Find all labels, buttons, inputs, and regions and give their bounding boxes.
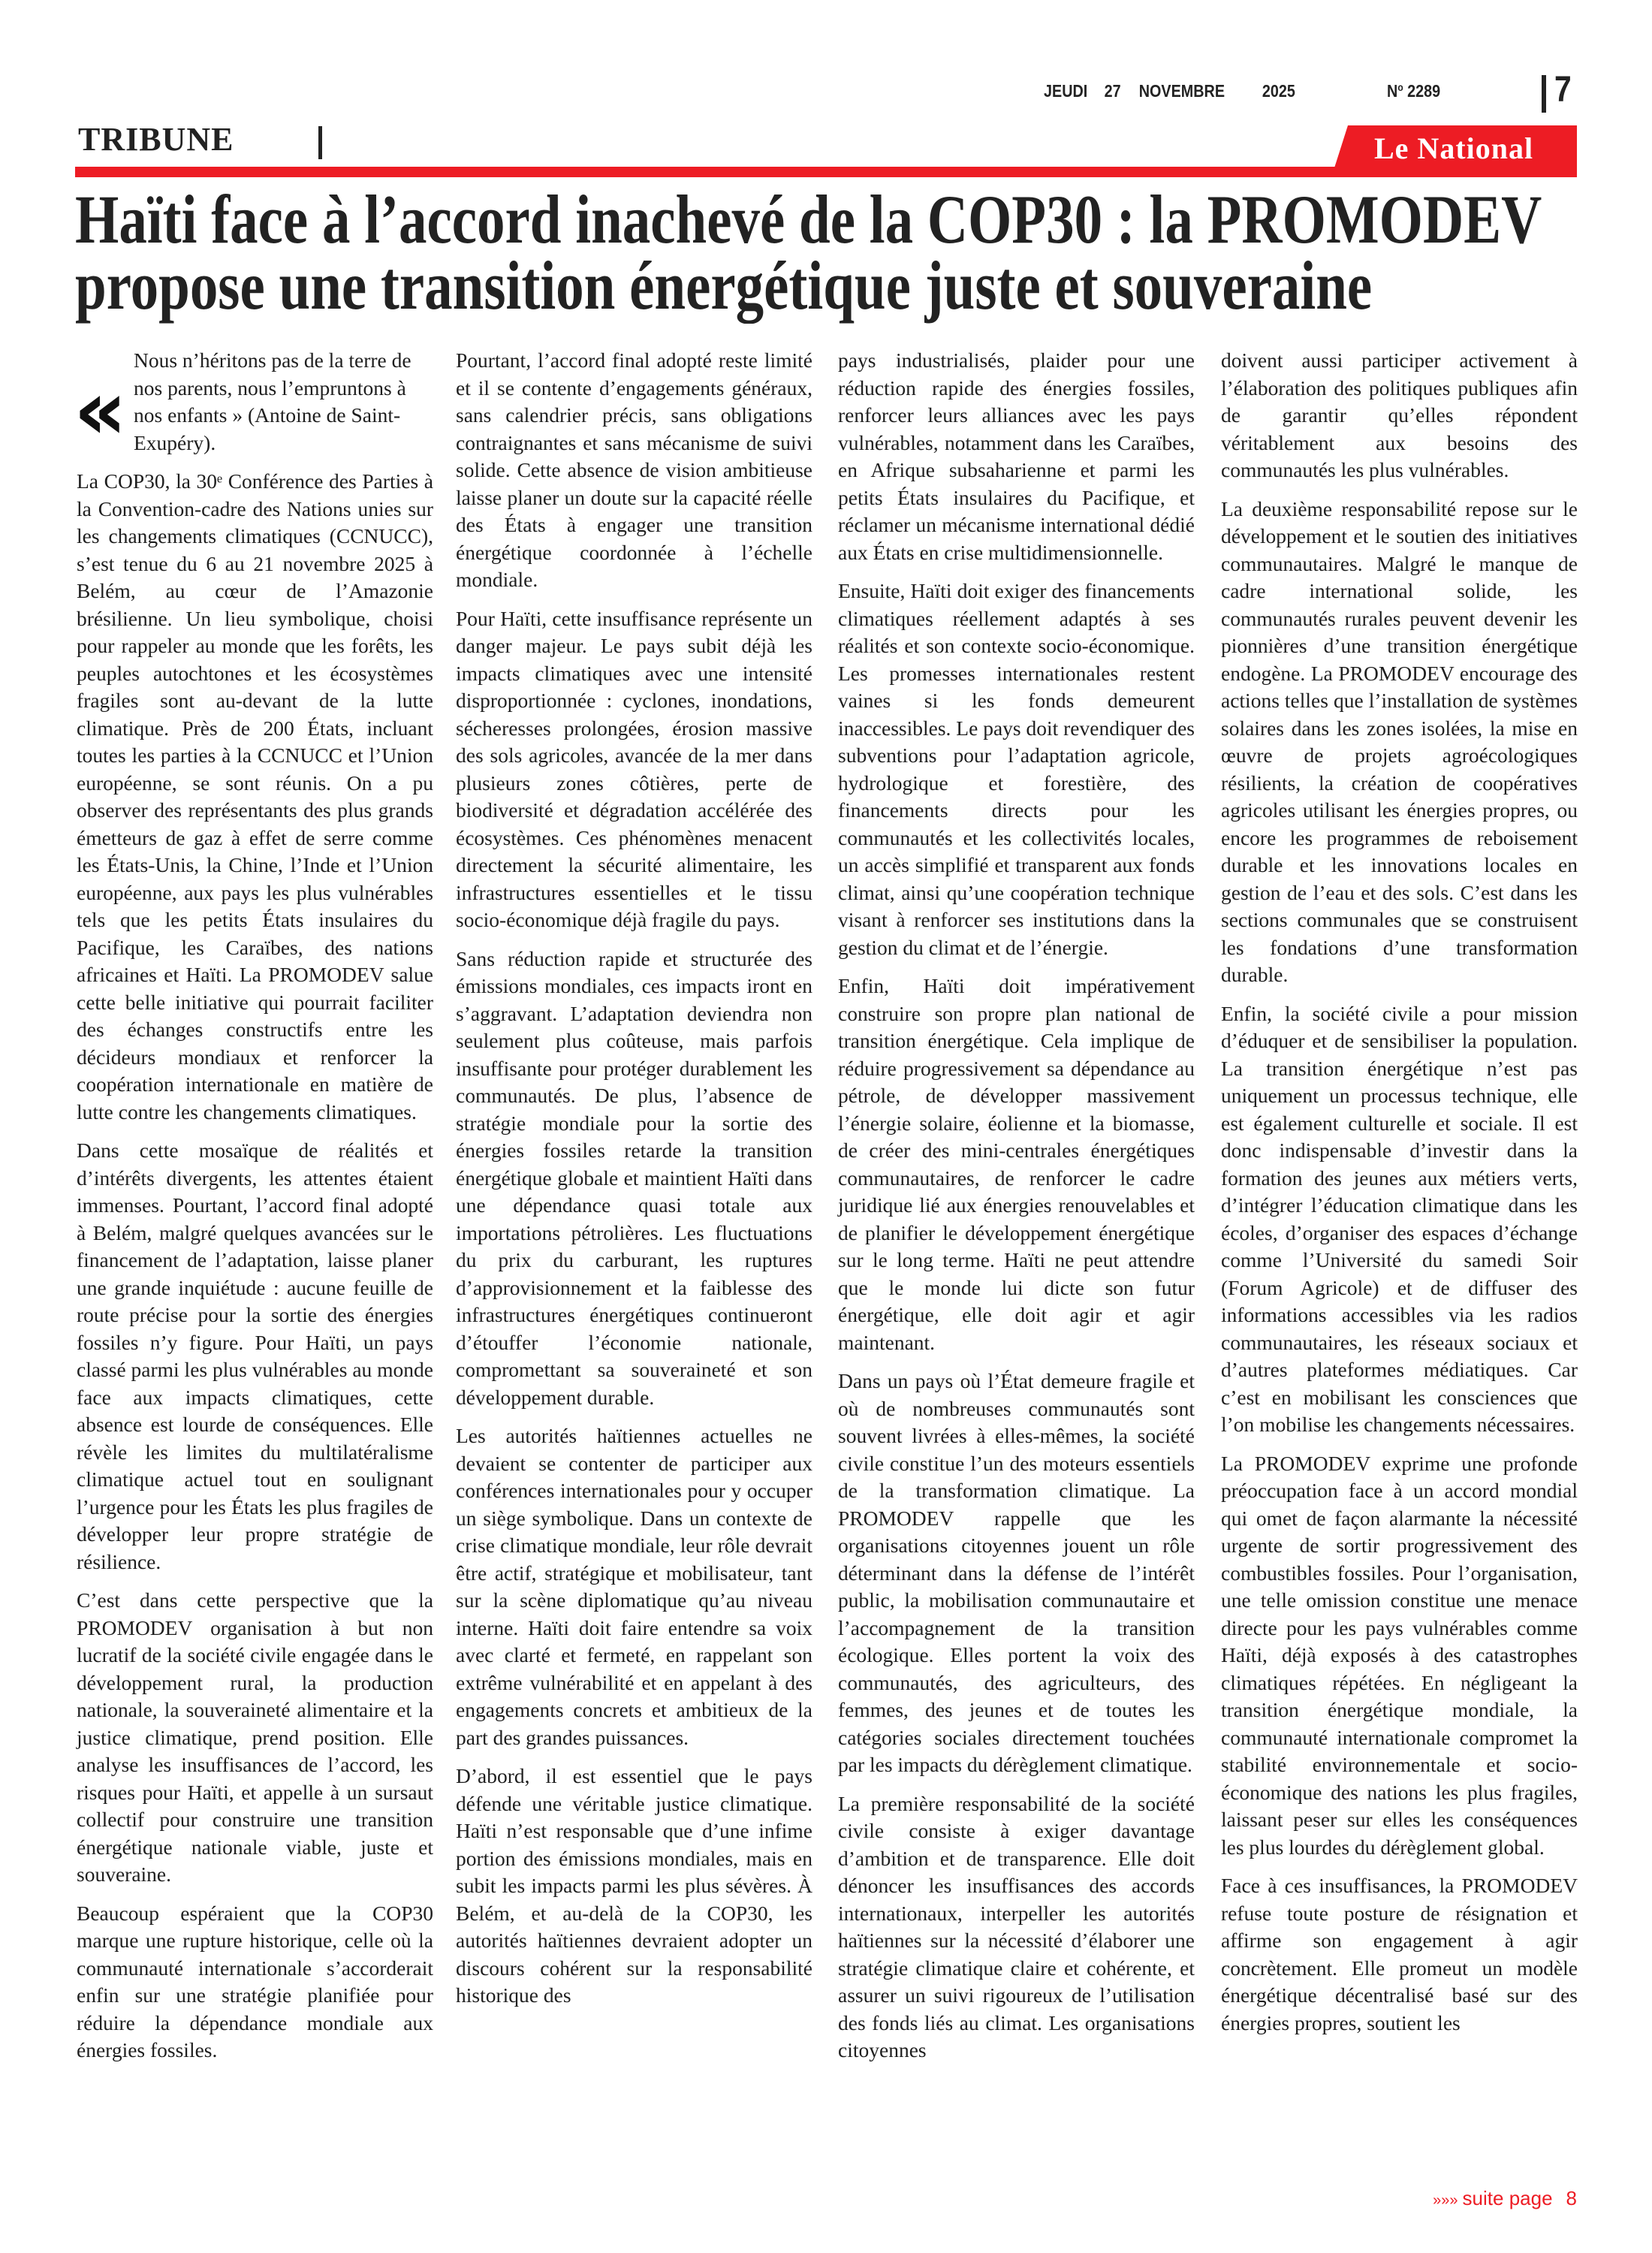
paragraph: Enfin, Haïti doit impérativement construire son propre plan national de transition énergétique. Cela implique de réduire progressivement sa dépendance au pétrole, de développer massivement l’énergie solaire, éolienne et la biomasse, de créer des mini-centrales énergétiques communautaires, de renforcer le cadre juridique lié aux énergies renouvelables et de planifier le développement énergétique sur le long terme. Haïti ne peut attendre que le monde lui dicte son futur énergétique, elle doit agir et agir maintenant. xyxy=(838,974,1195,1354)
section-divider xyxy=(318,126,322,159)
article-column-4 xyxy=(1221,347,1578,2048)
paragraph: Les autorités haïtiennes actuelles ne devaient se contenter de participer aux conférences internationales pour y occuper un siège symbolique. Dans un contexte de crise climatique mondiale, leur rôle devrait être actif, stratégique et mobilisateur, tant sur la scène diplomatique qu’au niveau interne. Haïti doit faire entendre sa voix avec clarté et fermeté, en rappelant son extrême vulnérabilité et en appelant à des engagements concrets et ambitieux de la part des grandes puissances. xyxy=(456,1424,812,1749)
paragraph: Pourtant, l’accord final adopté reste limité et il se contente d’engagements généraux, sans calendrier précis, sans obligations contraignantes et sans mécanisme de suivi solide. Cette absence de vision ambitieuse laisse planer un doute sur la capacité réelle des États à engager une transition énergétique coordonnée à l’échelle mondiale. xyxy=(456,348,812,591)
dateline-day: JEUDI xyxy=(1044,81,1088,101)
continued-on-page-link[interactable] xyxy=(1433,2187,1577,2210)
article-headline xyxy=(75,181,1577,324)
dateline-month: NOVEMBRE xyxy=(1138,81,1225,101)
paragraph: Enfin, la société civile a pour mission d’éduquer et de sensibiliser la population. La transition énergétique n’est pas uniquement un processus technique, elle est également culturelle et sociale. Il est donc indispensable d’investir dans la formation des jeunes aux métiers verts, d’intégrer l’éducation climatique dans les écoles, d’organiser des espaces d’échange comme l’Université du samedi Soir (Forum Agricole) et de diffuser des informations accessibles via les radios communautaires, les réseaux sociaux et d’autres plateformes médiatiques. Car c’est en mobilisant les consciences que l’on mobilise les changements nécessaires. xyxy=(1221,1001,1578,1436)
dateline-date: 27 xyxy=(1104,81,1121,101)
article-column-1 xyxy=(74,347,434,2076)
paragraph: La PROMODEV exprime une profonde préoccupation face à un accord mondial qui omet de façon alarmante la nécessité urgente de sortir progressivement des combustibles fossiles. Pour l’organisation, une telle omission constitue une menace directe pour les pays vulnérables comme Haïti, déjà exposés à des catastrophes climatiques répétées. En négligeant la transition énergétique mondiale, la communauté internationale compromet la stabilité environnementale et socio-économique des nations les plus fragiles, laissant peser sur elles les conséquences les plus lourdes du dérèglement global. xyxy=(1221,1451,1578,1859)
section-label: TRIBUNE xyxy=(78,121,234,158)
paragraph: Dans un pays où l’État demeure fragile et où de nombreuses communautés sont souvent livrées à elles-mêmes, la société civile constitue l’un des moteurs essentiels de la transformation climatique. La PROMODEV rappelle que les organisations citoyennes jouent un rôle déterminant dans la défense de l’intérêt public, la mobilisation communautaire et l’accompagnement de la transition écologique. Elles portent la voix des communautés, des agriculteurs, des femmes, des jeunes et de toutes les catégories sociales directement touchées par les impacts du dérèglement climatique. xyxy=(838,1369,1195,1776)
paragraph: La COP30, la 30ᵉ Conférence des Parties à la Convention-cadre des Nations unies sur les changements climatiques (CCNUCC), s’est tenue du 6 au 21 novembre 2025 à Belém, au cœur de l’Amazonie brésilienne. Un lieu symbolique, choisi pour rappeler au monde que les forêts, les peuples autochtones et les écosystèmes fragiles sont au-devant de la lutte climatique. Près de 200 États, incluant toutes les parties à la CCNUCC et l’Union européenne, se sont réunis. On a pu observer des représentants des plus grands émetteurs de gaz à effet de serre comme les États-Unis, la Chine, l’Inde et l’Union européenne, aux pays les plus vulnérables tels que les petits États insulaires du Pacifique, les Caraïbes, des nations africaines et Haïti. La PROMODEV salue cette belle initiative qui pourrait faciliter des échanges constructifs entre les décideurs mondiaux et renforcer la coopération internationale en matière de lutte contre les changements climatiques. xyxy=(77,469,433,1123)
publication-name: Le National xyxy=(1374,131,1534,165)
header-red-rule xyxy=(75,167,1412,177)
paragraph: doivent aussi participer activement à l’élaboration des politiques publiques afin de garantir qu’elles répondent véritablement aux besoins des communautés les plus vulnérables. xyxy=(1221,348,1578,481)
paragraph: Pour Haïti, cette insuffisance représente un danger majeur. Le pays subit déjà les impacts climatiques avec une intensité disproportionnée : cyclones, inondations, sécheresses prolongées, érosion massive des sols agricoles, avancée de la mer dans plusieurs zones côtières, perte de biodiversité et dégradation accélérée des écosystèmes. Ces phénomènes menacent directement la sécurité alimentaire, les infrastructures essentielles et le tissu socio-économique déjà fragile du pays. xyxy=(456,606,812,931)
paragraph: La première responsabilité de la société civile consiste à exiger davantage d’ambition et de transparence. Elle doit dénoncer les insuffisances des accords internationaux, interpeller les autorités haïtiennes sur la nécessité d’élaborer une stratégie climatique claire et cohérente, et assurer un suivi rigoureux de l’utilisation des fonds liés au climat. Les organisations citoyennes xyxy=(838,1791,1195,2061)
paragraph: Face à ces insuffisances, la PROMODEV refuse toute posture de résignation et affirme son engagement à agir concrètement. Elle promeut un modèle énergétique décentralisé basé sur des énergies propres, soutient les xyxy=(1221,1874,1578,2034)
paragraph: D’abord, il est essentiel que le pays défende une véritable justice climatique. Haïti n’est responsable que d’une infime portion des émissions mondiales, mais en subit les impacts parmi les plus sévères. À Belém, et au-delà de la COP30, les autorités haïtiennes devraient adopter un discours cohérent sur la responsabilité historique des xyxy=(456,1764,812,2007)
paragraph: C’est dans cette perspective que la PROMODEV organisation à but non lucratif de la société civile engagée dans le développement rural, la production nationale, la souveraineté alimentaire et la justice climatique, prend position. Elle analyse les insuffisances de l’accord, les risques pour Haïti, et appelle à un sursaut collectif pour construire une transition énergétique nationale viable, juste et souveraine. xyxy=(77,1588,433,1886)
paragraph: Dans cette mosaïque de réalités et d’intérêts divergents, les attentes étaient immenses. Pourtant, l’accord final adopté à Belém, malgré quelques avancées sur le financement de l’adaptation, laisse planer une grande inquiétude : aucune feuille de route précise pour la sortie des énergies fossiles n’y figure. Pour Haïti, un pays classé parmi les plus vulnérables au monde face aux impacts climatiques, cette absence est lourde de conséquences. Elle révèle les limites du multilatéralisme climatique actuel tout en soulignant l’urgence pour les États les plus fragiles de développer leur propre stratégie de résilience. xyxy=(77,1139,434,1573)
paragraph: pays industrialisés, plaider pour une réduction rapide des énergies fossiles, renforcer leurs alliances avec les pays vulnérables, notamment dans les Caraïbes, en Afrique subsaharienne et parmi les petits États insulaires du Pacifique, et réclamer un mécanisme international dédié aux États en crise multidimensionnelle. xyxy=(838,348,1195,564)
paragraph: La deuxième responsabilité repose sur le développement et le soutien des initiatives communautaires. Malgré le manque de cadre international solide, les communautés rurales peuvent devenir les pionnières d’une transition énergétique endogène. La PROMODEV encourage des actions telles que l’installation de systèmes solaires dans les zones isolées, la mise en œuvre de projets agroécologiques résilients, la création de coopératives agricoles utilisant les énergies propres, ou encore les programmes de reboisement durable et les innovations locales en gestion de l’eau et des sols. C’est dans les sections communales que se construisent les fondations d’une transformation durable. xyxy=(1221,496,1578,986)
issue-prefix: N xyxy=(1387,81,1398,101)
page-number-divider xyxy=(1542,75,1546,113)
continue-page-number: 8 xyxy=(1566,2187,1577,2209)
dateline xyxy=(1044,81,1440,101)
headline-line-1: Haïti face à l’accord inachevé de la COP30 : la PROMODEV xyxy=(75,181,1542,258)
issue-value: 2289 xyxy=(1407,81,1441,101)
paragraph: Ensuite, Haïti doit exiger des financements climatiques réellement adaptés à ses réalités et son contexte socio-économique. Les promesses internationales restent vaines si les fonds demeurent inaccessibles. Le pays doit revendiquer des subventions pour l’adaptation agricole, hydrologique et forestière, des financements directs pour les communautés et les collectivités locales, un accès simplifié et transparent aux fonds climat, ainsi qu’une coopération technique visant à renforcer ses institutions dans la gestion du climat et de l’énergie. xyxy=(838,579,1195,959)
page-number: 7 xyxy=(1554,70,1572,110)
continue-label: suite page xyxy=(1462,2187,1553,2209)
epigraph-text: Nous n’héritons pas de la terre de nos parents, nous l’empruntons à nos enfants » (Antoine de Saint-Exupéry). xyxy=(134,348,411,454)
paragraph: Sans réduction rapide et structurée des émissions mondiales, ces impacts iront en s’aggravant. L’adaptation deviendra non seulement plus coûteuse, mais parfois insuffisante pour protéger durablement les communautés. De plus, l’absence de stratégie mondiale pour la sortie des énergies fossiles retarde la transition énergétique globale et maintient Haïti dans une dépendance quasi totale aux importations pétrolières. Les fluctuations du prix du carburant, les ruptures d’approvisionnement et la faiblesse des infrastructures énergétiques continueront d’étouffer l’économie nationale, compromettant sa souveraineté et son développement durable. xyxy=(456,946,812,1409)
article-column-2 xyxy=(456,347,812,2021)
article-column-3 xyxy=(838,347,1195,2076)
continue-arrows-icon: »»» xyxy=(1433,2192,1458,2209)
issue-sup: o xyxy=(1397,81,1403,93)
epigraph xyxy=(74,347,433,458)
issue-number xyxy=(1387,81,1440,101)
headline-line-2: propose une transition énergétique juste et souveraine xyxy=(75,247,1373,324)
quote-mark-icon: « xyxy=(74,362,128,458)
paragraph: Beaucoup espéraient que la COP30 marque une rupture historique, celle où la communauté internationale s’accorderait enfin sur une stratégie planifiée pour réduire la dépendance mondiale aux énergies fossiles. xyxy=(77,1901,433,2061)
dateline-year: 2025 xyxy=(1262,81,1295,101)
